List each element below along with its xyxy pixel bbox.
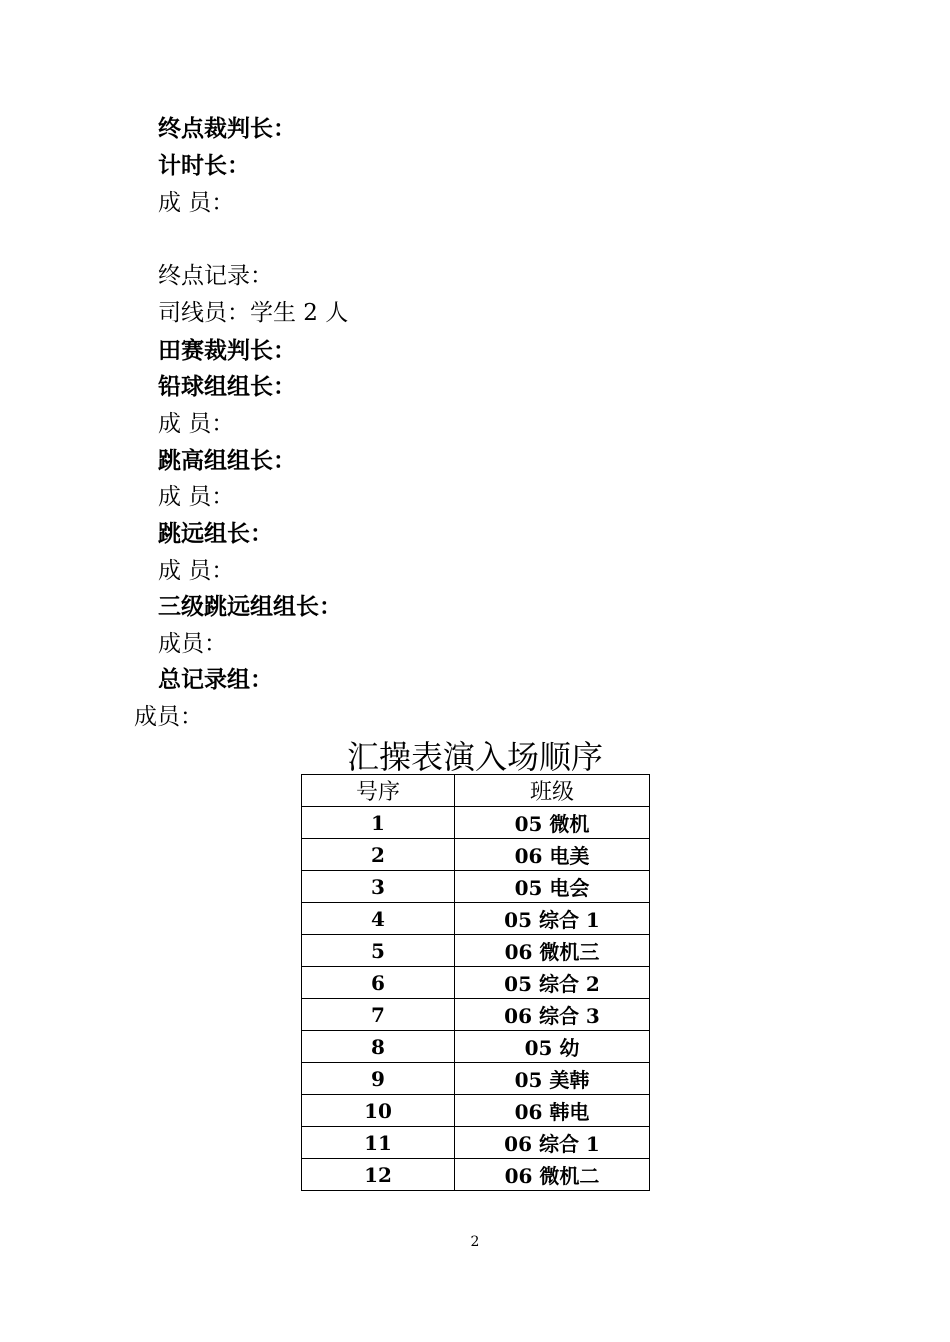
- class-name-cell: 06 韩电: [455, 1095, 650, 1127]
- table-title: 汇操表演入场顺序: [346, 738, 603, 776]
- order-number-cell: 12: [302, 1159, 455, 1191]
- class-name-cell: 06 综合 1: [455, 1127, 650, 1159]
- high-jump-leader-label: 跳高组组长：: [158, 447, 296, 474]
- table-row: [302, 935, 650, 967]
- class-name-cell: 06 综合 3: [455, 999, 650, 1031]
- triple-jump-leader-label: 三级跳远组组长：: [158, 593, 342, 620]
- class-name-cell: 06 微机二: [455, 1159, 650, 1191]
- order-number-cell: 7: [302, 999, 455, 1031]
- table-body: [302, 807, 650, 1191]
- class-name-cell: 05 美韩: [455, 1063, 650, 1095]
- finish-chief-referee-label: 终点裁判长：: [158, 115, 296, 142]
- members-label: 成 员：: [158, 558, 235, 584]
- class-name-cell: 05 综合 1: [455, 903, 650, 935]
- order-number-cell: 4: [302, 903, 455, 935]
- table-row: [302, 807, 650, 839]
- members-label: 成 员：: [158, 190, 235, 216]
- order-number-cell: 8: [302, 1031, 455, 1063]
- table-header-row: [302, 775, 650, 807]
- class-name-cell: 05 综合 2: [455, 967, 650, 999]
- table-row: [302, 839, 650, 871]
- order-number-cell: 5: [302, 935, 455, 967]
- order-number-cell: 9: [302, 1063, 455, 1095]
- field-chief-referee-label: 田赛裁判长：: [158, 337, 296, 364]
- order-number-cell: 11: [302, 1127, 455, 1159]
- page-number: 2: [470, 1234, 480, 1250]
- column-header-class: 班级: [455, 775, 650, 807]
- table-row: [302, 871, 650, 903]
- members-label: 成 员：: [158, 411, 235, 437]
- class-name-cell: 05 电会: [455, 871, 650, 903]
- class-name-cell: 05 微机: [455, 807, 650, 839]
- records-group-label: 总记录组：: [158, 666, 273, 693]
- order-number-cell: 1: [302, 807, 455, 839]
- class-name-cell: 05 幼: [455, 1031, 650, 1063]
- members-label: 成员：: [158, 631, 227, 657]
- order-number-cell: 3: [302, 871, 455, 903]
- long-jump-leader-label: 跳远组长：: [158, 520, 273, 547]
- column-header-number: 号序: [302, 775, 455, 807]
- class-name-cell: 06 电美: [455, 839, 650, 871]
- members-label: 成员：: [134, 704, 203, 730]
- members-label: 成 员：: [158, 484, 235, 510]
- table-row: [302, 903, 650, 935]
- chief-timekeeper-label: 计时长：: [158, 152, 250, 179]
- order-number-cell: 2: [302, 839, 455, 871]
- table-row: [302, 1063, 650, 1095]
- entry-order-table: [301, 774, 650, 1191]
- table-row: [302, 1127, 650, 1159]
- table-row: [302, 967, 650, 999]
- line-judges-label: 司线员：学生 2 人: [158, 300, 349, 326]
- order-number-cell: 10: [302, 1095, 455, 1127]
- order-number-cell: 6: [302, 967, 455, 999]
- class-name-cell: 06 微机三: [455, 935, 650, 967]
- shot-put-leader-label: 铅球组组长：: [158, 373, 296, 400]
- table-row: [302, 1095, 650, 1127]
- table-row: [302, 1031, 650, 1063]
- table-row: [302, 999, 650, 1031]
- finish-recorder-label: 终点记录：: [158, 263, 273, 289]
- table-row: [302, 1159, 650, 1191]
